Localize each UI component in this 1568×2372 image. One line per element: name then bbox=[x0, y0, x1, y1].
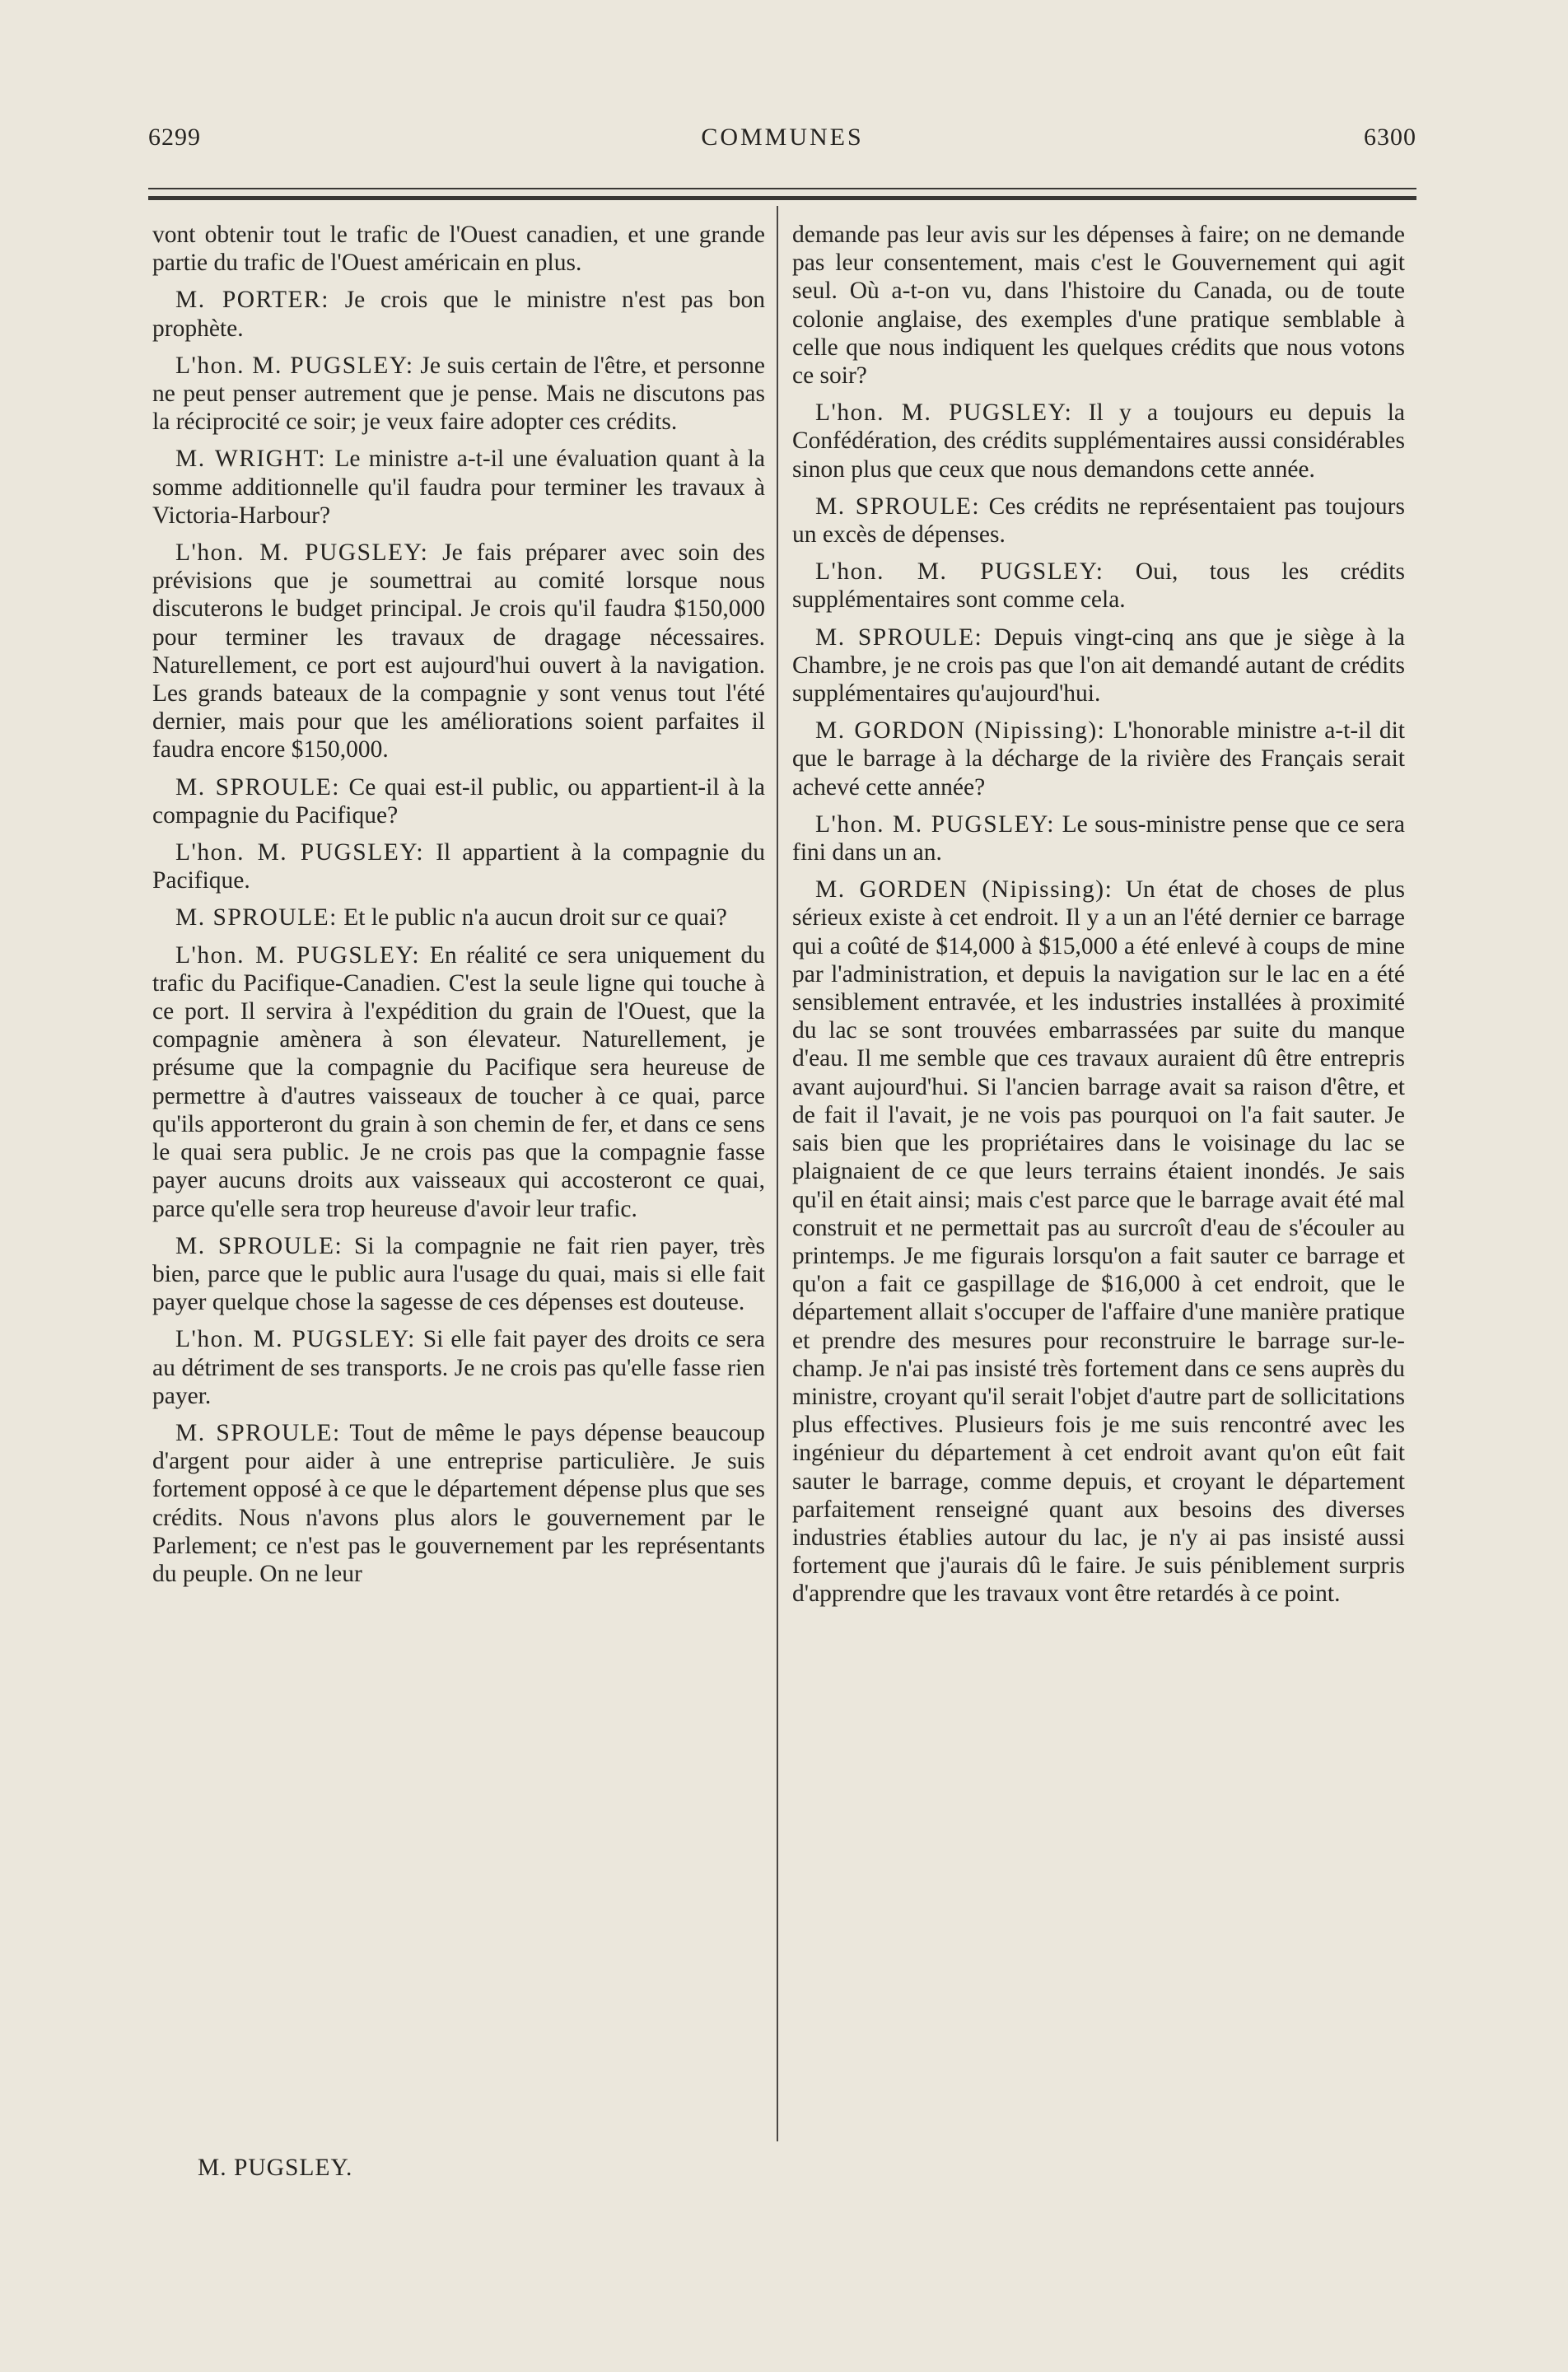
speech-text: Il appartient à la compagnie du Pacifique. bbox=[152, 839, 765, 894]
speech-text: Oui, tous les crédits supplémentaires sont comme cela. bbox=[792, 558, 1405, 614]
paragraph bbox=[792, 558, 1405, 614]
right-column bbox=[792, 221, 1405, 1618]
speaker-name: L'hon. M. PUGSLEY: bbox=[175, 352, 414, 379]
speech-text: Et le public n'a aucun droit sur ce quai? bbox=[337, 904, 727, 932]
paragraph bbox=[152, 286, 765, 342]
speaker-name: L'hon. M. PUGSLEY: bbox=[175, 941, 421, 969]
speech-text: Depuis vingt-cinq ans que je siège à la Chambre, je ne crois pas que l'on ait demandé autant de crédits supplémentaires qu'aujourd'hui. bbox=[792, 623, 1405, 707]
footer-catchword: M. PUGSLEY. bbox=[198, 2155, 353, 2181]
speaker-name: M. SPROULE: bbox=[815, 493, 981, 520]
speaker-name: M. SPROULE: bbox=[815, 623, 983, 651]
speech-text: Le sous-ministre pense que ce sera fini dans un an. bbox=[792, 810, 1405, 866]
speaker-name: M. GORDON (Nipissing): bbox=[815, 717, 1106, 745]
paragraph bbox=[792, 623, 1405, 708]
paragraph bbox=[152, 221, 765, 277]
page-number-right: 6300 bbox=[1364, 124, 1416, 151]
header-rule-thin bbox=[148, 188, 1416, 189]
paragraph bbox=[792, 717, 1405, 801]
speech-text: En réalité ce sera uniquement du trafic du Pacifique-Canadien. C'est la seule ligne qui touche à ce port. Il servira à l'expédition du grain de l'Ouest, que la compagnie amènera à son élevateur. Naturellement, je présume que la compagnie du Pacifique sera heureuse de permettre à d'autres vaisseaux de toucher à ce quai, parce qu'ils apporteront du grain à son chemin de fer, et dans ce sens le quai sera public. Je ne crois pas que la compagnie fasse payer aucuns droits aux vaisseaux qui accosteront ce quai, parce qu'elle sera trop heureuse d'avoir leur trafic. bbox=[152, 941, 765, 1222]
speaker-name: M. SPROULE: bbox=[175, 1232, 343, 1259]
speech-text: L'honorable ministre a-t-il dit que le barrage à la décharge de la rivière des Français serait achevé cette année? bbox=[792, 717, 1406, 801]
speech-text: Un état de choses de plus sérieux existe à cet endroit. Il y a un an l'été dernier ce barrage qui a coûté de $14,000 à $15,000 a été enlevé à coups de mine par l'administration, et depuis la navigation sur le lac en a été sensiblement entravée, et les industries installées à proximité du lac se sont trouvées embarrassées par suite du manque d'eau. Il me semble que ces travaux auraient dû être entrepris avant aujourd'hui. Si l'ancien barrage avait sa raison d'être, et de fait il l'avait, je ne vois pas pourquoi on l'a fait sauter. Je sais bien que les propriétaires dans le voisinage du lac se plaignaient de ce que leurs terrains étaient inondés. Je sais qu'il en était ainsi; mais c'est parce que le barrage avait été mal construit et ne permettait pas au surcroît d'eau de s'écouler au printemps. Je me figurais lorsqu'on a fait sauter ce barrage et qu'on a fait ce gaspillage de $16,000 à cet endroit, que le département allait s'occuper de l'affaire d'une manière pratique et prendre des mesures pour reconstruire le barrage sur-le-champ. Je n'ai pas insisté très fortement dans ce sens auprès du ministre, croyant qu'il serait l'objet d'autre part de sollicitations plus effectives. Plusieurs fois je me suis rencontré avec les ingénieur du département à cet endroit avant qu'on eût fait sauter le barrage, comme depuis, et croyant le département parfaitement renseigné quant aux besoins des diverses industries établies autour du lac, je n'y ai pas insisté aussi fortement que j'aurais dû le faire. Je suis péniblement surpris d'apprendre que les travaux vont être retardés à ce point. bbox=[792, 876, 1405, 1608]
speech-text: Je fais préparer avec soin des prévisions que je soumettrai au comité lorsque nous discuterons le budget principal. Je crois qu'il faudra $150,000 pour terminer les travaux de dragage nécessaires. Naturellement, ce port est aujourd'hui ouvert à la navigation. Les grands bateaux de la compagnie y sont venus tout l'été dernier, mais pour que les améliorations soient parfaites il faudra encore $150,000. bbox=[152, 539, 765, 763]
speaker-name: L'hon. M. PUGSLEY: bbox=[815, 558, 1104, 586]
speaker-name: M. SPROULE: bbox=[175, 1419, 341, 1446]
speech-text: Ce quai est-il public, ou appartient-il à la compagnie du Pacifique? bbox=[152, 773, 765, 829]
speaker-name: M. GORDEN (Nipissing): bbox=[815, 876, 1113, 904]
speech-text: Tout de même le pays dépense beaucoup d'argent pour aider à une entreprise particulière. Je suis fortement opposé à ce que le département dépense plus que ses crédits. Nous n'avons plus alors le gouvernement par le Parlement; ce n'est pas le gouvernement par les représentants du peuple. On ne leur bbox=[152, 1419, 765, 1587]
speaker-name: L'hon. M. PUGSLEY: bbox=[175, 539, 429, 567]
speaker-name: M. WRIGHT: bbox=[175, 446, 327, 473]
paragraph bbox=[792, 399, 1405, 483]
paragraph bbox=[792, 875, 1405, 1608]
paragraph bbox=[152, 539, 765, 764]
speech-text: Il y a toujours eu depuis la Confédération, des crédits supplémentaires aussi considérables sinon plus que ceux que nous demandons cette année. bbox=[792, 399, 1405, 483]
paragraph bbox=[152, 352, 765, 437]
speaker-name: L'hon. M. PUGSLEY: bbox=[815, 810, 1055, 838]
paragraph bbox=[152, 773, 765, 829]
page-header bbox=[148, 117, 1416, 158]
speech-text: demande pas leur avis sur les dépenses à faire; on ne demande pas leur consentement, mais c'est le Gouvernement qui agit seul. Où a-t-on vu, dans l'histoire du Canada, ou de toute colonie anglaise, des exemples d'une pratique semblable à celle que nous indiquent les quelques crédits que nous votons ce soir? bbox=[792, 222, 1405, 390]
paragraph bbox=[792, 810, 1405, 866]
paragraph bbox=[152, 1232, 765, 1317]
paragraph bbox=[152, 1419, 765, 1588]
speaker-name: L'hon. M. PUGSLEY: bbox=[815, 399, 1073, 427]
paragraph bbox=[152, 941, 765, 1223]
paragraph bbox=[792, 493, 1405, 549]
header-rule-thick bbox=[148, 196, 1416, 200]
speaker-name: L'hon. M. PUGSLEY: bbox=[175, 839, 425, 866]
left-column bbox=[152, 221, 765, 1597]
speech-text: vont obtenir tout le trafic de l'Ouest canadien, et une grande partie du trafic de l'Ouest américain en plus. bbox=[152, 222, 765, 277]
speaker-name: M. SPROULE: bbox=[175, 904, 338, 932]
paragraph bbox=[152, 1325, 765, 1410]
speaker-name: M. PORTER: bbox=[175, 287, 329, 314]
paragraph bbox=[152, 445, 765, 530]
paragraph bbox=[152, 838, 765, 894]
speech-text: Si la compagnie ne fait rien payer, très bien, parce que le public aura l'usage du quai, mais si elle fait payer quelque chose la sagesse de ces dépenses est douteuse. bbox=[152, 1232, 765, 1316]
speaker-name: L'hon. M. PUGSLEY: bbox=[175, 1326, 416, 1353]
speech-text: Je suis certain de l'être, et personne ne peut penser autrement que je pense. Mais ne discutons pas la réciprocité ce soir; je veux faire adopter ces crédits. bbox=[152, 352, 765, 436]
paragraph bbox=[152, 904, 765, 932]
running-head: COMMUNES bbox=[701, 124, 864, 151]
speech-text: Le ministre a-t-il une évaluation quant à la somme additionnelle qu'il faudra pour terminer les travaux à Victoria-Harbour? bbox=[152, 446, 765, 529]
speech-text: Je crois que le ministre n'est pas bon prophète. bbox=[152, 287, 766, 342]
page-number-left: 6299 bbox=[148, 124, 201, 151]
speech-text: Ces crédits ne représentaient pas toujours un excès de dépenses. bbox=[792, 493, 1405, 549]
column-divider bbox=[777, 206, 778, 2141]
speaker-name: M. SPROULE: bbox=[175, 773, 340, 801]
paragraph bbox=[792, 221, 1405, 390]
speech-text: Si elle fait payer des droits ce sera au détriment de ses transports. Je ne crois pas qu'elle fasse rien payer. bbox=[152, 1326, 765, 1409]
